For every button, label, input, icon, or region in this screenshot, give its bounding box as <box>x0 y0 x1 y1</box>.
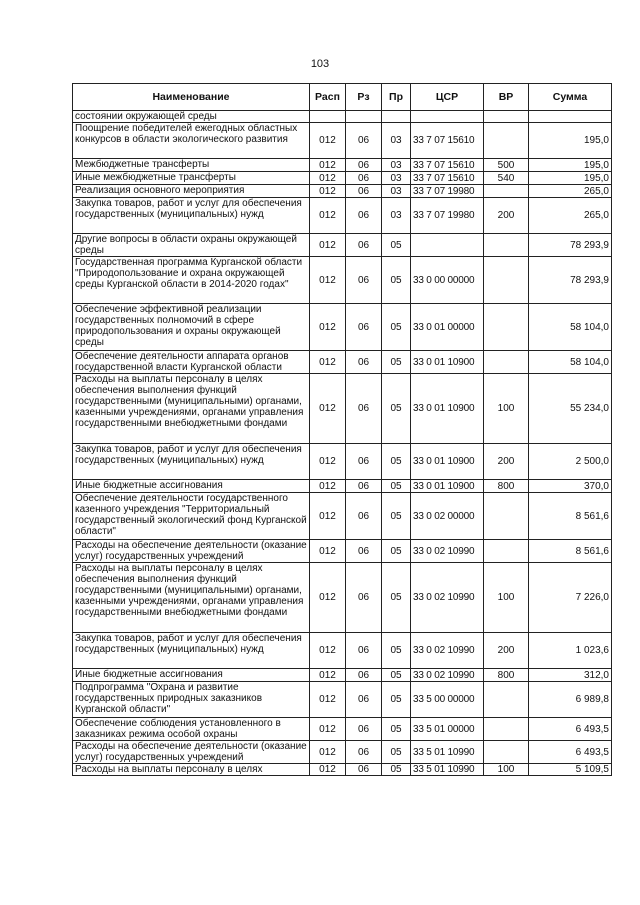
cell-sum: 370,0 <box>529 480 612 493</box>
page-number: 103 <box>310 58 330 70</box>
cell-pr: 05 <box>382 718 411 741</box>
cell-vr <box>484 540 529 563</box>
cell-pr: 05 <box>382 682 411 718</box>
cell-vr <box>484 111 529 123</box>
cell-pr: 03 <box>382 172 411 185</box>
cell-pr: 05 <box>382 540 411 563</box>
cell-name: состоянии окружающей среды <box>73 111 310 123</box>
cell-name: Поощрение победителей ежегодных областных конкурсов в области экологического развития <box>73 123 310 159</box>
cell-rz: 06 <box>346 374 382 444</box>
cell-csr: 33 7 07 15610 <box>411 159 484 172</box>
cell-vr: 100 <box>484 374 529 444</box>
cell-vr <box>484 493 529 540</box>
cell-csr <box>411 234 484 257</box>
cell-rasp <box>310 111 346 123</box>
cell-vr: 100 <box>484 764 529 776</box>
cell-rz: 06 <box>346 159 382 172</box>
cell-sum <box>529 111 612 123</box>
cell-pr: 05 <box>382 741 411 764</box>
cell-rz: 06 <box>346 493 382 540</box>
cell-name: Расходы на обеспечение деятельности (оказание услуг) государственных учреждений <box>73 741 310 764</box>
cell-rasp: 012 <box>310 718 346 741</box>
cell-rz: 06 <box>346 718 382 741</box>
cell-sum: 195,0 <box>529 159 612 172</box>
cell-vr: 800 <box>484 669 529 682</box>
cell-sum: 195,0 <box>529 172 612 185</box>
cell-name: Расходы на выплаты персоналу в целях обеспечения выполнения функций государственными (муниципальными) органами, казенными учреждениями, органами управления государственными внебюджетными фондами <box>73 374 310 444</box>
table-row <box>73 198 612 234</box>
cell-sum: 2 500,0 <box>529 444 612 480</box>
cell-vr <box>484 351 529 374</box>
cell-rz <box>346 111 382 123</box>
cell-csr: 33 5 01 10990 <box>411 764 484 776</box>
table-row <box>73 764 612 776</box>
cell-vr: 200 <box>484 444 529 480</box>
cell-rasp: 012 <box>310 123 346 159</box>
cell-pr: 05 <box>382 669 411 682</box>
cell-csr: 33 0 02 10990 <box>411 669 484 682</box>
header-rz: Рз <box>346 84 382 111</box>
cell-rz: 06 <box>346 123 382 159</box>
cell-pr: 05 <box>382 351 411 374</box>
cell-pr: 05 <box>382 374 411 444</box>
cell-sum: 6 493,5 <box>529 741 612 764</box>
table-row <box>73 374 612 444</box>
cell-name: Межбюджетные трансферты <box>73 159 310 172</box>
cell-vr <box>484 682 529 718</box>
cell-rz: 06 <box>346 563 382 633</box>
cell-sum: 5 109,5 <box>529 764 612 776</box>
cell-vr <box>484 185 529 198</box>
cell-rz: 06 <box>346 257 382 304</box>
cell-pr: 05 <box>382 480 411 493</box>
cell-rasp: 012 <box>310 257 346 304</box>
cell-name: Закупка товаров, работ и услуг для обеспечения государственных (муниципальных) нужд <box>73 633 310 669</box>
cell-rasp: 012 <box>310 185 346 198</box>
cell-pr <box>382 111 411 123</box>
cell-vr: 540 <box>484 172 529 185</box>
table-row <box>73 123 612 159</box>
cell-name: Расходы на обеспечение деятельности (оказание услуг) государственных учреждений <box>73 540 310 563</box>
cell-sum: 7 226,0 <box>529 563 612 633</box>
cell-pr: 03 <box>382 123 411 159</box>
cell-pr: 05 <box>382 234 411 257</box>
cell-name: Иные бюджетные ассигнования <box>73 669 310 682</box>
table-row <box>73 159 612 172</box>
table-row <box>73 480 612 493</box>
header-pr: Пр <box>382 84 411 111</box>
cell-pr: 03 <box>382 198 411 234</box>
cell-csr: 33 5 00 00000 <box>411 682 484 718</box>
cell-sum: 6 493,5 <box>529 718 612 741</box>
cell-sum: 195,0 <box>529 123 612 159</box>
table-row <box>73 351 612 374</box>
cell-vr <box>484 718 529 741</box>
cell-csr: 33 0 01 00000 <box>411 304 484 351</box>
table-row <box>73 718 612 741</box>
cell-rz: 06 <box>346 764 382 776</box>
cell-sum: 8 561,6 <box>529 493 612 540</box>
cell-rasp: 012 <box>310 493 346 540</box>
cell-name: Закупка товаров, работ и услуг для обеспечения государственных (муниципальных) нужд <box>73 444 310 480</box>
table-row <box>73 111 612 123</box>
cell-csr: 33 5 01 00000 <box>411 718 484 741</box>
table-header-row <box>73 84 612 111</box>
cell-pr: 05 <box>382 444 411 480</box>
cell-csr: 33 5 01 10990 <box>411 741 484 764</box>
cell-name: Обеспечение соблюдения установленного в заказниках режима особой охраны <box>73 718 310 741</box>
cell-rz: 06 <box>346 198 382 234</box>
cell-rz: 06 <box>346 172 382 185</box>
cell-sum: 1 023,6 <box>529 633 612 669</box>
cell-pr: 05 <box>382 563 411 633</box>
table-row <box>73 741 612 764</box>
cell-rz: 06 <box>346 540 382 563</box>
cell-csr: 33 7 07 19980 <box>411 185 484 198</box>
budget-table <box>72 83 612 776</box>
cell-sum: 55 234,0 <box>529 374 612 444</box>
cell-vr <box>484 741 529 764</box>
cell-name: Закупка товаров, работ и услуг для обеспечения государственных (муниципальных) нужд <box>73 198 310 234</box>
cell-csr: 33 0 01 10900 <box>411 351 484 374</box>
cell-csr: 33 0 01 10900 <box>411 480 484 493</box>
cell-rasp: 012 <box>310 633 346 669</box>
cell-csr <box>411 111 484 123</box>
cell-csr: 33 7 07 15610 <box>411 123 484 159</box>
cell-rasp: 012 <box>310 563 346 633</box>
cell-name: Обеспечение деятельности государственного казенного учреждения "Территориальный государственный экологический фонд Курганской области" <box>73 493 310 540</box>
cell-rasp: 012 <box>310 540 346 563</box>
cell-csr: 33 0 02 00000 <box>411 493 484 540</box>
cell-vr: 200 <box>484 198 529 234</box>
cell-rasp: 012 <box>310 159 346 172</box>
cell-rz: 06 <box>346 444 382 480</box>
cell-rz: 06 <box>346 741 382 764</box>
cell-name: Иные бюджетные ассигнования <box>73 480 310 493</box>
cell-rz: 06 <box>346 633 382 669</box>
table-row <box>73 185 612 198</box>
table-row <box>73 257 612 304</box>
header-vr: ВР <box>484 84 529 111</box>
cell-vr: 200 <box>484 633 529 669</box>
table-row <box>73 304 612 351</box>
cell-rasp: 012 <box>310 304 346 351</box>
cell-pr: 05 <box>382 304 411 351</box>
table-row <box>73 669 612 682</box>
cell-sum: 265,0 <box>529 198 612 234</box>
header-sum: Сумма <box>529 84 612 111</box>
cell-csr: 33 0 02 10990 <box>411 563 484 633</box>
cell-sum: 58 104,0 <box>529 351 612 374</box>
cell-rasp: 012 <box>310 234 346 257</box>
cell-rasp: 012 <box>310 374 346 444</box>
cell-name: Расходы на выплаты персоналу в целях обеспечения выполнения функций государственными (муниципальными) органами, казенными учреждениями, органами управления государственными внебюджетными фондами <box>73 563 310 633</box>
header-csr: ЦСР <box>411 84 484 111</box>
table-row <box>73 444 612 480</box>
cell-name: Реализация основного мероприятия <box>73 185 310 198</box>
cell-sum: 58 104,0 <box>529 304 612 351</box>
cell-rz: 06 <box>346 234 382 257</box>
cell-rz: 06 <box>346 669 382 682</box>
cell-name: Другие вопросы в области охраны окружающей среды <box>73 234 310 257</box>
cell-pr: 03 <box>382 185 411 198</box>
cell-rz: 06 <box>346 304 382 351</box>
cell-rasp: 012 <box>310 351 346 374</box>
cell-name: Государственная программа Курганской области "Природопользование и охрана окружающей среды Курганской области в 2014-2020 годах" <box>73 257 310 304</box>
cell-name: Обеспечение деятельности аппарата органов государственной власти Курганской области <box>73 351 310 374</box>
cell-pr: 05 <box>382 257 411 304</box>
cell-rasp: 012 <box>310 682 346 718</box>
table-row <box>73 540 612 563</box>
table-row <box>73 234 612 257</box>
cell-pr: 05 <box>382 764 411 776</box>
cell-sum: 6 989,8 <box>529 682 612 718</box>
cell-rasp: 012 <box>310 198 346 234</box>
cell-vr: 800 <box>484 480 529 493</box>
cell-rasp: 012 <box>310 444 346 480</box>
cell-rz: 06 <box>346 351 382 374</box>
cell-csr: 33 0 00 00000 <box>411 257 484 304</box>
cell-rz: 06 <box>346 480 382 493</box>
cell-csr: 33 0 01 10900 <box>411 444 484 480</box>
cell-vr <box>484 257 529 304</box>
cell-name: Расходы на выплаты персоналу в целях <box>73 764 310 776</box>
cell-pr: 03 <box>382 159 411 172</box>
cell-name: Подпрограмма "Охрана и развитие государственных природных заказников Курганской области" <box>73 682 310 718</box>
cell-sum: 8 561,6 <box>529 540 612 563</box>
cell-sum: 265,0 <box>529 185 612 198</box>
cell-sum: 78 293,9 <box>529 234 612 257</box>
cell-vr <box>484 234 529 257</box>
cell-vr: 100 <box>484 563 529 633</box>
table-row <box>73 682 612 718</box>
cell-csr: 33 7 07 19980 <box>411 198 484 234</box>
table-row <box>73 172 612 185</box>
cell-vr <box>484 123 529 159</box>
cell-vr <box>484 304 529 351</box>
cell-rasp: 012 <box>310 172 346 185</box>
cell-rz: 06 <box>346 682 382 718</box>
cell-rz: 06 <box>346 185 382 198</box>
cell-csr: 33 0 02 10990 <box>411 633 484 669</box>
cell-rasp: 012 <box>310 669 346 682</box>
cell-name: Иные межбюджетные трансферты <box>73 172 310 185</box>
cell-pr: 05 <box>382 493 411 540</box>
cell-rasp: 012 <box>310 741 346 764</box>
cell-csr: 33 7 07 15610 <box>411 172 484 185</box>
cell-sum: 78 293,9 <box>529 257 612 304</box>
cell-csr: 33 0 02 10990 <box>411 540 484 563</box>
cell-name: Обеспечение эффективной реализации государственных полномочий в сфере природопользования и охраны окружающей среды <box>73 304 310 351</box>
header-name: Наименование <box>73 84 310 111</box>
table-row <box>73 563 612 633</box>
cell-sum: 312,0 <box>529 669 612 682</box>
cell-vr: 500 <box>484 159 529 172</box>
header-rasp: Расп <box>310 84 346 111</box>
table-row <box>73 633 612 669</box>
cell-pr: 05 <box>382 633 411 669</box>
cell-rasp: 012 <box>310 764 346 776</box>
table-row <box>73 493 612 540</box>
cell-rasp: 012 <box>310 480 346 493</box>
cell-csr: 33 0 01 10900 <box>411 374 484 444</box>
